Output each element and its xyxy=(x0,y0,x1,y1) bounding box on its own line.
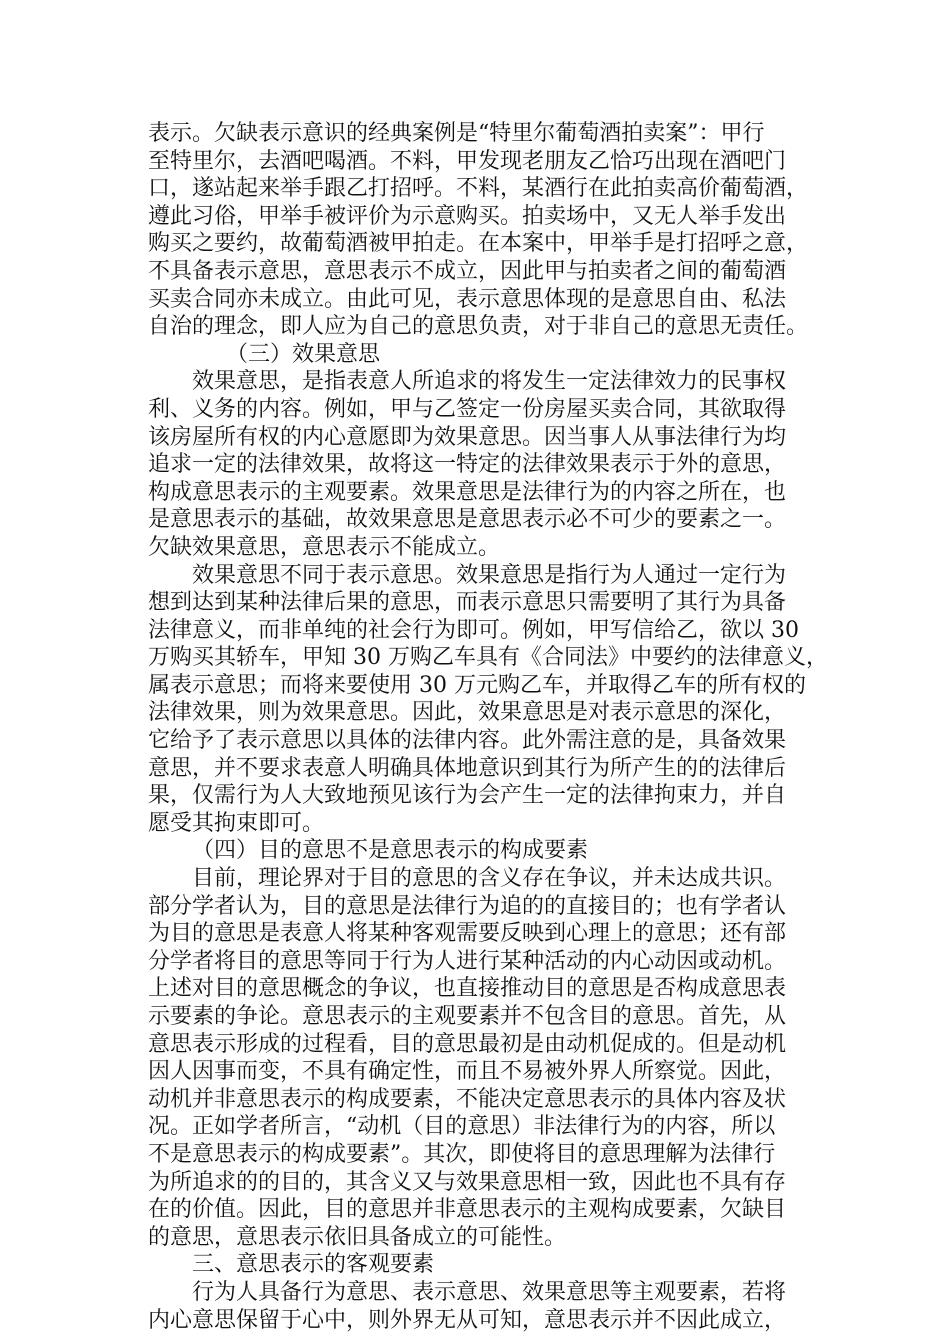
text-line: 动机并非意思表示的构成要素，不能决定意思表示的具体内容及状 xyxy=(148,1086,787,1112)
text-line: 遵此习俗，甲举手被评价为示意购买。拍卖场中，又无人举手发出 xyxy=(148,203,787,229)
text-line: 为所追求的的目的，其含义又与效果意思相一致，因此也不具有存 xyxy=(148,1169,787,1195)
text-line: 万购买其轿车，甲知 30 万购乙车具有《合同法》中要约的法律意义， xyxy=(148,645,828,671)
text-line: 购买之要约，故葡萄酒被甲拍走。在本案中，甲举手是打招呼之意， xyxy=(148,231,809,257)
text-line: 表示。欠缺表示意识的经典案例是“特里尔葡萄酒拍卖案”：甲行 xyxy=(148,121,765,146)
text-line: 它给予了表示意思以具体的法律内容。此外需注意的是，具备效果 xyxy=(148,728,787,754)
text-line: 至特里尔，去酒吧喝酒。不料，甲发现老朋友乙恰巧出现在酒吧门 xyxy=(148,148,787,174)
text-line: 自治的理念，即人应为自己的意思负责，对于非自己的意思无责任。 xyxy=(148,314,809,340)
text-line: 不具备表示意思，意思表示不成立，因此甲与拍卖者之间的葡萄酒 xyxy=(148,258,787,284)
text-line: 构成意思表示的主观要素。效果意思是法律行为的内容之所在，也 xyxy=(148,479,787,505)
text-line: 属表示意思；而将来要使用 30 万元购乙车，并取得乙车的所有权的 xyxy=(148,672,806,698)
text-line: 意思，并不要求表意人明确具体地意识到其行为所产生的的法律后 xyxy=(148,755,787,781)
text-line: 三、意思表示的客观要素 xyxy=(192,1252,435,1278)
text-line: 欠缺效果意思，意思表示不能成立。 xyxy=(148,534,501,560)
text-line: 示要素的争论。意思表示的主观要素并不包含目的意思。首先，从 xyxy=(148,1004,787,1029)
text-line: （三）效果意思 xyxy=(226,341,381,367)
text-line: 是意思表示的基础，故效果意思是意思表示必不可少的要素之一。 xyxy=(148,507,787,533)
text-line: 内心意思保留于心中，则外界无从可知，意思表示并不因此成立， xyxy=(148,1307,787,1333)
text-line: 分学者将目的意思等同于行为人进行某种活动的内心动因或动机。 xyxy=(148,948,787,974)
document-body xyxy=(148,120,828,1334)
text-line: 利、义务的内容。例如，甲与乙签定一份房屋买卖合同，其欲取得 xyxy=(148,396,787,422)
text-line: 该房屋所有权的内心意愿即为效果意思。因当事人从事法律行为均 xyxy=(148,424,787,450)
text-line: 想到达到某种法律后果的意思，而表示意思只需要明了其行为具备 xyxy=(148,590,787,616)
text-line: 效果意思，是指表意人所追求的将发生一定法律效力的民事权 xyxy=(192,369,787,395)
text-line: 法律意义，而非单纯的社会行为即可。例如，甲写信给乙，欲以 30 xyxy=(148,617,799,643)
text-line: 买卖合同亦未成立。由此可见，表示意思体现的是意思自由、私法 xyxy=(148,286,787,312)
text-line: 法律效果，则为效果意思。因此，效果意思是对表示意思的深化， xyxy=(148,700,787,726)
text-line: 在的价值。因此，目的意思并非意思表示的主观构成要素，欠缺目 xyxy=(148,1197,787,1223)
text-line: 不是意思表示的构成要素”。其次，即使将目的意思理解为法律行 xyxy=(148,1141,776,1167)
text-line: 行为人具备行为意思、表示意思、效果意思等主观要素，若将 xyxy=(192,1279,787,1305)
text-line: 意思表示形成的过程看，目的意思最初是由动机促成的。但是动机 xyxy=(148,1031,787,1057)
text-line: 追求一定的法律效果，故将这一特定的法律效果表示于外的意思， xyxy=(148,452,787,478)
text-line: 因人因事而变，不具有确定性，而且不易被外界人所察觉。因此， xyxy=(148,1059,787,1085)
text-line: 果，仅需行为人大致地预见该行为会产生一定的法律拘束力，并自 xyxy=(148,783,787,809)
text-line: 部分学者认为，目的意思是法律行为追的的直接目的；也有学者认 xyxy=(148,893,787,919)
text-line: 口，遂站起来举手跟乙打招呼。不料，某酒行在此拍卖高价葡萄酒， xyxy=(148,176,809,202)
text-line: 的意思，意思表示依旧具备成立的可能性。 xyxy=(148,1224,567,1250)
text-line: 况。正如学者所言，“动机（目的意思）非法律行为的内容，所以 xyxy=(148,1114,776,1140)
text-line: 上述对目的意思概念的争议，也直接推动目的意思是否构成意思表 xyxy=(148,976,787,1002)
text-line: 为目的意思是表意人将某种客观需要反映到心理上的意思；还有部 xyxy=(148,921,787,947)
text-line: 目前，理论界对于目的意思的含义存在争议，并未达成共识。 xyxy=(192,866,787,892)
text-line: 愿受其拘束即可。 xyxy=(148,810,325,836)
text-line: （四）目的意思不是意思表示的构成要素 xyxy=(192,838,589,864)
text-line: 效果意思不同于表示意思。效果意思是指行为人通过一定行为 xyxy=(192,562,787,588)
